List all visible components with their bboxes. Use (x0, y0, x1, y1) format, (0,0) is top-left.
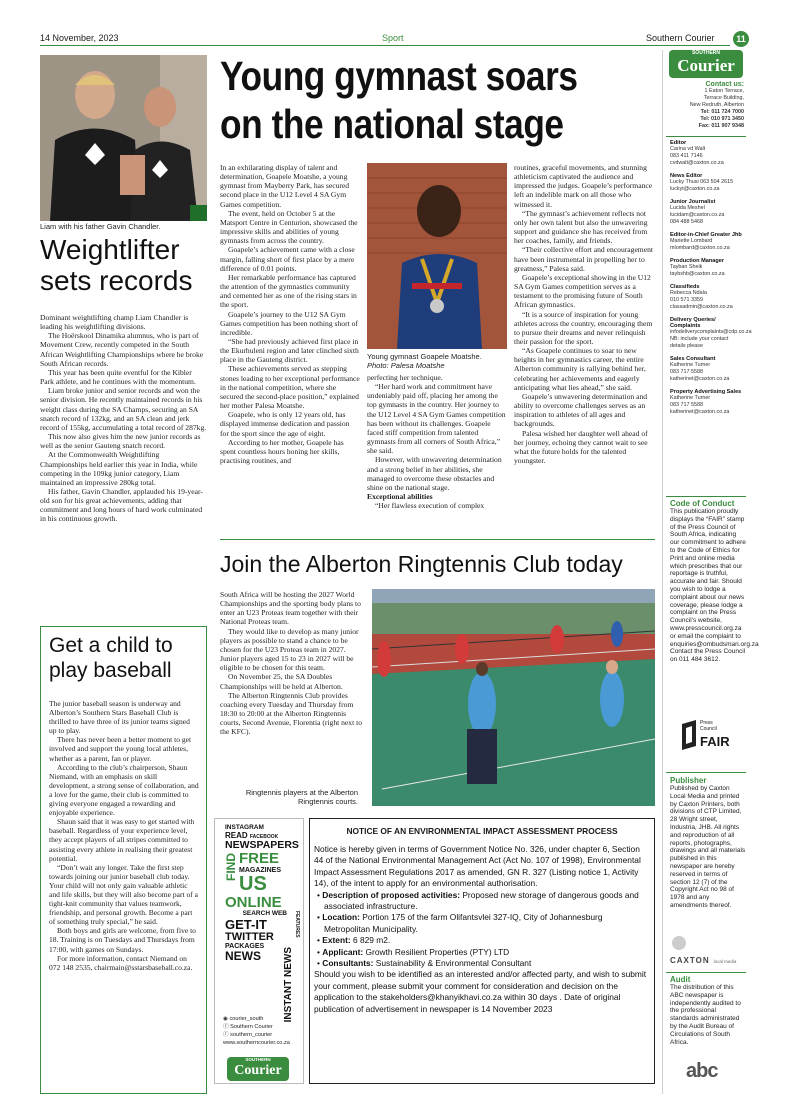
gymnast-headline-line-2: on the national stage (220, 101, 564, 147)
staff-name: infodeliverycomplaints@cdp.co.za (670, 329, 752, 335)
staff-role: Sales Consultant (670, 356, 716, 362)
staff-entry (670, 140, 746, 167)
conduct-text: This publication proudly displays the “FAIR” stamp of the Press Council of South Africa, indicating our commitment to adhere to the Code of Ethics for Print and online media which prescribes that our reportage is truthful, accurate and fair. Should you wish to lodge a complaint about our news coverage, please lodge a complaint on the Press Council’s website, www.presscouncil.org.za or email the complaint to enquiries@ombudsman.org.za Contact the Press Council on 011 484 3612. (670, 508, 759, 664)
gymnast-subhead: Exceptional abilities (367, 492, 433, 502)
baseball-box (40, 626, 207, 1094)
sidebar-logo (669, 50, 743, 78)
contact-tel-2: Tel: 010 971 3450 (700, 116, 744, 122)
contact-tel: Tel: 011 724 7000 (700, 109, 744, 115)
gymnast-paragraph: The event, held on October 5 at the Matsport Centre in Centurion, showcased the impressive skills and abilities of young gymnasts from across the country. (220, 208, 358, 246)
promo-getit: GET-IT (225, 916, 267, 932)
gymnast-paragraph: routines, graceful movements, and stunning athleticism captivated the audience and impressed the judges. Goapele’s performance left an indelible mark on all those who witnessed it. (514, 163, 653, 209)
section-name: Sport (382, 33, 404, 43)
promo-website[interactable]: www.southerncourier.co.za (223, 1040, 290, 1046)
baseball-headline-line-2: play baseball (49, 659, 172, 682)
gymnast-paragraph: “It is a source of inspiration for young athletes across the country, encouraging them to pursue their dreams and never relinquish their passion for the sport. (514, 309, 653, 346)
promo-us: US (239, 873, 267, 896)
gymnast-paragraph: “As Goapele continues to soar to new heights in her gymnastics career, the entire Alberton community is rallying behind her, celebrating her achievements and eagerly anticipating what lies ahead,” she said. (514, 346, 646, 392)
gymnast-paragraph: These achievements served as stepping stones leading to her exceptional performance in the national competition, where she secured the second-place position,” explained her mother Palesa Moatshe. (220, 364, 360, 411)
promo-online: ONLINE (225, 894, 282, 912)
ringtennis-body (220, 590, 366, 737)
ringtennis-caption-line-2: Ringtennis courts. (297, 797, 358, 806)
caxton-mark-icon (672, 936, 686, 950)
gymnast-col-3 (514, 163, 655, 465)
gymnast-headline (220, 52, 578, 148)
staff-role: Production Manager (670, 258, 725, 264)
liam-paragraph: At the Commonwealth Weightlifting Championships held earlier this year in India, while competing in the 109kg junior category, Liam maintained an impressive 280kg total. (40, 450, 198, 487)
staff-detail: cvdwalt@caxton.co.za (670, 160, 724, 166)
gymnast-paragraph: Goapele’s exceptional showing in the U12 SA Gym Games competition serves as a testament to the promising future of South African gymnastics. (514, 272, 651, 310)
gymnast-paragraph: Palesa wished her daughter well ahead of her journey, echoing they cannot wait to see what the future holds for the talented youngster. (514, 428, 648, 465)
caxton-logo (670, 936, 746, 968)
sidebar-rule (666, 496, 746, 497)
gymnast-col-1 (220, 163, 360, 465)
sidebar-rule (666, 136, 746, 137)
header-rule (40, 45, 730, 46)
baseball-paragraph: Shaun said that it was easy to get started with baseball. Regardless of your experience level, they accept players of all stripes committed to assisting every athlete in realising their greatest potential. (49, 817, 195, 863)
promo-newspapers: NEWSPAPERS (225, 839, 299, 852)
instagram-icon[interactable]: ◉ (223, 1016, 228, 1022)
promo-search: SEARCH (242, 910, 271, 918)
staff-detail: 083 411 7146 (670, 153, 703, 159)
liam-paragraph: Liam broke junior and senior records and won the senior division. He recently maintained records in his weight class during the SA Champs, securing an SA snatch record of 132kg, and an SA clean and jerk record of 155kg, accumulating a total record of 287kg. (40, 386, 207, 432)
liam-photo-caption: Liam with his father Gavin Chandler. (40, 222, 161, 231)
staff-name: Lucida Meshel (670, 205, 705, 211)
staff-entry (670, 258, 746, 278)
promo-read: READ (225, 830, 248, 840)
sidebar-rule (666, 972, 746, 973)
promo-find: FIND (224, 853, 238, 882)
notice-item-label: Consultants: (322, 958, 374, 969)
staff-name: Mariette Lombard (670, 238, 713, 244)
ringtennis-caption (234, 788, 358, 806)
promo-logo-small: SOUTHERN (245, 1057, 271, 1062)
baseball-headline (49, 633, 173, 683)
notice-item-label: Description of proposed activities: (322, 889, 461, 900)
gymnast-divider (220, 539, 655, 540)
promo-instagram: INSTAGRAM (225, 824, 264, 831)
liam-body (40, 313, 207, 524)
promo-social-2: Southern Courier (230, 1024, 273, 1030)
notice-item-text: Portion 175 of the farm Olifantsvlei 327-IQ, City of Johannesburg Metropolitan Municipality. (324, 912, 603, 934)
page-number-badge: 11 (733, 31, 749, 47)
ringtennis-paragraph: The Alberton Ringtennis Club provides coaching every Tuesday and Thursday from 18:30 to 20:00 at the Alberton Ringtennis courts, Second Avenue, Florentia (right next to the KFC). (220, 690, 363, 737)
staff-entry (670, 317, 752, 350)
baseball-body (49, 699, 199, 972)
promo-free: FREE (239, 850, 280, 868)
sidebar-logo-big: Courier (677, 56, 735, 75)
staff-detail: classadmin@caxton.co.za (670, 304, 733, 310)
caxton-sub-text: local media (713, 959, 737, 964)
staff-role: Junior Journalist (670, 199, 716, 205)
staff-detail: 083 717 5588 (670, 369, 703, 375)
promo-twitter: TWITTER (225, 930, 274, 943)
gymnast-paragraph: “Her flawless execution of complex (375, 501, 485, 511)
staff-name: Carina vd Walt (670, 146, 706, 152)
notice-item-label: Applicant: (322, 946, 364, 957)
baseball-paragraph: “Don’t wait any longer. Take the first step towards joining our junior baseball club today. Your child will not only gain valuable athletic and life skills, but they will also become part of a tight-knit community that values teamwork, friendship, and personal growth. Become a part of something truly special,” he said. (49, 862, 199, 927)
paper-name: Southern Courier (646, 33, 715, 43)
ringtennis-photo (372, 589, 655, 806)
staff-detail: mlombard@caxton.co.za (670, 245, 730, 251)
fair-stamp (680, 718, 730, 762)
liam-paragraph: Dominant weightlifting champ Liam Chandler is leading his weightlifting divisions. (40, 313, 189, 332)
staff-detail: lucidam@caxton.co.za (670, 212, 725, 218)
contact-fax: Fax: 011 907 9348 (698, 123, 744, 129)
liam-paragraph: This now also gives him the new junior records as well as the senior Gauteng snatch record. (40, 432, 201, 451)
notice-item-text: 6 829 m2. (350, 935, 391, 946)
staff-role: Editor (670, 140, 687, 146)
goapele-caption-line-1: Young gymnast Goapele Moatshe. (367, 352, 482, 361)
staff-detail: NB: include your contact (670, 336, 729, 342)
liam-photo (40, 55, 207, 221)
staff-detail: 084 488 5468 (670, 219, 703, 225)
ringtennis-photo-illustration (372, 589, 655, 806)
facebook-icon[interactable]: ⓕ (223, 1024, 229, 1030)
staff-detail: 083 717 5588 (670, 402, 703, 408)
promo-facebook: FACEBOOK (249, 833, 279, 840)
notice-item-label: Location: (322, 912, 360, 923)
contact-title: Contact us: (705, 81, 744, 88)
staff-entry (670, 173, 746, 193)
gymnast-paragraph: In an exhilarating display of talent and determination, Goapele Moatshe, a young gymnast from Mayberry Park, has secured second place in the U12 Level 4 SA Gym Games competition. (220, 163, 350, 209)
liam-headline-line-2: sets records (40, 265, 193, 296)
gymnast-paragraph: “Their collective effort and encouragement have been instrumental in propelling her to greatness,” Palesa said. (514, 245, 653, 273)
staff-role: News Editor (670, 173, 703, 179)
notice-item-text: Sustainability & Environmental Consultant (373, 958, 532, 969)
staff-role: Delivery Queries/ Complaints (670, 317, 716, 329)
notice-item-text: Proposed new storage of dangerous goods and associated infrastructure. (324, 889, 639, 912)
promo-features: FEATURES (294, 911, 300, 938)
fair-top-text: Press Council (700, 720, 717, 732)
publisher-text: Published by Caxton Local Media and printed by Caxton Printers, both divisions of CTP Limited, 28 Wright street, Industria, JHB. All rights and reproduction of all reports, photographs, drawings and all materials published in this newspaper are hereby reserved in terms of section 12 (7) of the Copyright Act no 98 of 1978 and any amendments thereof. (670, 785, 746, 909)
promo-news: NEWS (225, 949, 261, 964)
staff-name: Rebecca Ndala (670, 290, 707, 296)
staff-name: Lucky Thusi 063 504 2615 (670, 179, 734, 185)
baseball-headline-line-1: Get a child to (49, 634, 173, 657)
baseball-paragraph: The junior baseball season is underway and Alberton’s Southern Stars Baseball Club is thrilled to have three of its junior teams signed up to play. (49, 699, 190, 736)
conduct-title: Code of Conduct (670, 499, 735, 508)
staff-name: Tayban Sheik (670, 264, 703, 270)
staff-detail: taybshb@caxton.co.za (670, 271, 725, 277)
contact-address-3: New Redruth, Alberton (689, 102, 744, 108)
staff-role: Editor-in-Chief Greater Jhb (670, 232, 742, 238)
gymnast-paragraph: Goapele’s unwavering determination and ability to overcome challenges serves as an inspiration to athletes of all ages and backgrounds. (514, 391, 648, 429)
ringtennis-caption-line-1: Ringtennis players at the Alberton (245, 788, 358, 797)
staff-entry (670, 232, 746, 252)
goapele-caption-line-2: Photo: Palesa Moatshe (367, 361, 445, 370)
ringtennis-paragraph: On November 25, the SA Doubles Championships will be held at Alberton. (220, 672, 343, 691)
gymnast-paragraph: “The gymnast’s achievement reflects not only her own talent but also the unwavering support and guidance she has received from her coaches, family, and friends. (514, 208, 648, 246)
publisher-title: Publisher (670, 776, 707, 785)
gymnast-paragraph: Her remarkable performance has captured the attention of the gymnastics community and cemented her as one of the rising stars in the sport. (220, 272, 357, 310)
staff-name: Katherine Turner (670, 395, 711, 401)
gymnast-paragraph: However, with unwavering determination and a strong belief in her abilities, she managed to overcome these obstacles and shine on the national stage. (367, 455, 502, 492)
staff-detail: katherinet@caxton.co.za (670, 409, 730, 415)
issue-date: 14 November, 2023 (40, 33, 119, 43)
contact-address-2: Terrace Building, (703, 95, 744, 101)
baseball-paragraph: According to the club’s chairperson, Shaun Niemand, with an emphasis on skill development, a strong sense of collaboration, and a love for the game, their club is committed to giving everyone engaged a rewarding and enjoyable experience. (49, 762, 199, 818)
gymnast-paragraph: “She had previously achieved first place in the Ekurhuleni region and later clinched sixth place in the Gauteng district. (220, 336, 359, 365)
ringtennis-paragraph: South Africa will be hosting the 2027 World Championships and the sporting body plans to enter an U23 Proteas team together with their National Proteas team. (220, 590, 361, 627)
fair-seal-icon (680, 720, 698, 750)
staff-role: Classifieds (670, 284, 700, 290)
gymnast-paragraph: According to her mother, Goapele has spent countless hours honing her skills, practising routines, and (220, 437, 344, 465)
promo-packages: PACKAGES (225, 943, 265, 951)
sidebar-contact (666, 81, 746, 130)
contact-address-1: 1 Eaton Terrace, (704, 88, 744, 94)
promo-logo (227, 1057, 289, 1081)
sidebar-rule (666, 772, 746, 773)
fair-text: FAIR (700, 734, 730, 749)
gymnast-paragraph: “Her hard work and commitment have undeniably paid off, placing her among the top gymnasts in the country. Her journey to the U12 Level 4 SA Gym Games competition has been without its challenges. Goapele faced stiff competition from talented gymnasts from all corners of South Africa,” she said. (367, 382, 506, 456)
liam-paragraph: His father, Gavin Chandler, applauded his 19-year-old son for his great achievements, adding that commitment and long hours of hard work culminated in his continuous growth. (40, 486, 203, 524)
staff-name: Katherine Turner (670, 362, 711, 368)
promo-social-1: courier_south (229, 1016, 264, 1022)
code-of-conduct (670, 499, 759, 664)
gymnast-col-2 (367, 373, 507, 510)
staff-role: Property Advertising Sales (670, 389, 742, 395)
baseball-paragraph: Both boys and girls are welcome, from five to 18. Training is on Tuesdays and Thursdays from 17:00, with games on Sundays. (49, 926, 196, 954)
promo-logo-big: Courier (234, 1063, 282, 1078)
notice-item-label: Extent: (322, 935, 351, 946)
gymnast-paragraph: perfecting her technique. (367, 373, 443, 382)
ringtennis-headline: Join the Alberton Ringtennis Club today (220, 551, 623, 577)
promo-social-3: southern_courier (230, 1032, 273, 1038)
notice-intro: Notice is hereby given in terms of Government Notice No. 326, under chapter 6, Section 44 of the National Environmental Management Act (Act No. 107 of 1998), Environmental Impact Assessment Regulations 2017 as amended, GN R. 327 (Listing notice 1, Activity 14), of the intent to apply for an environmental authorisation. (314, 844, 641, 889)
staff-list (670, 140, 752, 420)
liam-photo-illustration (40, 55, 207, 221)
baseball-paragraph: There has never been a better moment to get involved and support the young local athletes, whether as a parent, fan or player. (49, 735, 192, 763)
sidebar (666, 50, 759, 1094)
goapele-caption (367, 352, 482, 370)
staff-entry (670, 356, 746, 383)
liam-headline (40, 234, 193, 296)
twitter-icon[interactable]: ⓣ (223, 1032, 229, 1038)
staff-entry (670, 389, 746, 416)
baseball-paragraph: For more information, contact Niemand on 072 148 2535, chairmain@sstarsbaseball.co.za. (49, 953, 193, 972)
notice-body: Notice is hereby given in terms of Government Notice No. 326, under chapter 6, Section 44 of the National Environmental Management Act (Act No. 107 of 1998), Environmental Impact Assessment Regulations 2017 as amended, GN R. 327 (Listing notice 1, Activity 14), of the intent to apply for an environmental authorisation. • Description of proposed activities: Proposed new storage of dangerous goods and associated infrastructure. • Location: Portion 175 of the farm Olifantsvlei 327-IQ, City of Johannesburg Metropolitan Municipality. • Extent: 6 829 m2. • Applicant: Growth Resilient Properties (PTY) LTD • Consultants: Sustainability & Environmental Consultant Should you wish to be identified as an interested and/or affected party, and wish to submit your comment, please submit your comment for consideration and decision on the application to the stakeholders@khanyikhavi.co.za within 30 days . Date of original publication of advertisement in newspaper is 14 November 2023 (314, 844, 650, 1015)
promo-box (214, 818, 304, 1084)
gymnast-paragraph: Goapele’s achievement came with a close margin, falling short of first place by a mere difference of 0.01 points. (220, 245, 355, 273)
gymnast-paragraph: Goapele, who is only 12 years old, has displayed immense dedication and passion for the sport since the age of eight. (220, 410, 350, 438)
sidebar-divider (662, 50, 663, 1094)
promo-socials (223, 1015, 290, 1047)
notice-title: NOTICE OF AN ENVIRONMENTAL IMPACT ASSESSMENT PROCESS (346, 826, 618, 836)
goapele-photo-illustration (367, 163, 507, 349)
sidebar-logo-small: SOUTHERN (691, 50, 721, 56)
liam-headline-line-1: Weightlifter (40, 234, 180, 265)
goapele-photo (367, 163, 507, 349)
environmental-notice (309, 818, 655, 1084)
promo-instant-news: INSTANT NEWS (283, 947, 294, 1023)
caxton-text: CAXTON (670, 956, 710, 965)
promo-words (225, 825, 299, 963)
audit-section (670, 975, 746, 1046)
publisher-section (670, 776, 746, 910)
staff-entry (670, 199, 746, 226)
audit-text: The distribution of this ABC newspaper is independently audited to the professional standards administrated by the Audit Bureau of Circulations of South Africa. (670, 984, 741, 1046)
notice-outro: Should you wish to be identified as an interested and/or affected party, and wish to submit your comment, please submit your comment for consideration and decision on the application to the stakeholders@khanyikhavi.co.za within 30 days . Date of original publication of advertisement in newspaper is 14 November 2023 (314, 969, 647, 1014)
notice-item-text: Growth Resilient Properties (PTY) LTD (363, 946, 510, 957)
promo-web: WEB (271, 910, 287, 918)
promo-magazines: MAGAZINES (239, 866, 281, 874)
gymnast-paragraph: Goapele’s journey to the U12 SA Gym Games competition has been nothing short of incredible. (220, 309, 358, 337)
staff-detail: details please (670, 343, 703, 349)
liam-paragraph: This year has been quite eventful for the Kibler Park athlete, and he continues with the momentum. (40, 367, 196, 387)
audit-title: Audit (670, 975, 691, 984)
staff-detail: luckyt@caxton.co.za (670, 186, 720, 192)
liam-paragraph: The Hoërskool Dinamika alumnus, who is part of Movement Crew, recently competed in the South African Weightlifting Championships where he broke South African records. (40, 331, 204, 368)
abc-logo: abc (686, 1060, 718, 1082)
ringtennis-paragraph: They would like to develop as many junior players as possible to stand a chance to be chosen for the U23 Proteas team in 2027. Junior players aged 15 to 23 in 2027 will be eligible to be chosen for this team. (220, 626, 359, 673)
staff-detail: 010 571 3359 (670, 297, 703, 303)
staff-entry (670, 284, 746, 311)
staff-detail: katherinet@caxton.co.za (670, 376, 730, 382)
gymnast-headline-line-1: Young gymnast soars (220, 53, 578, 99)
